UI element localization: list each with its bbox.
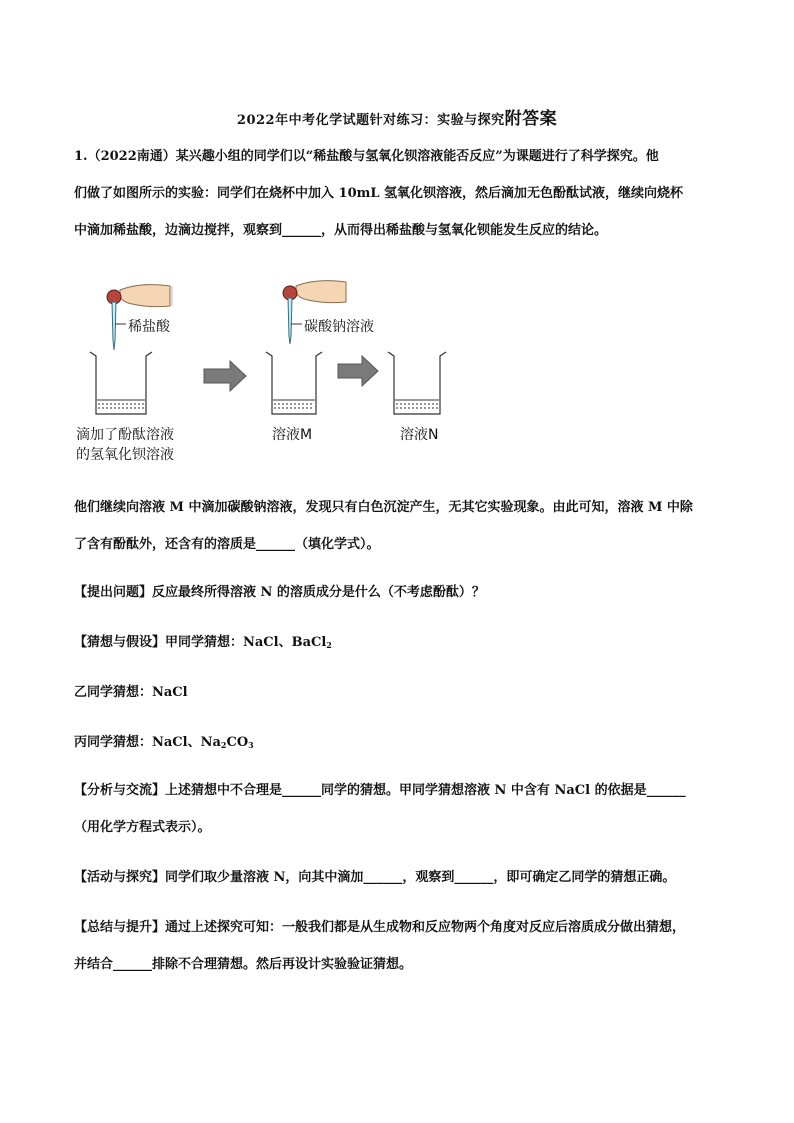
page-title <box>0 104 794 129</box>
beaker-2-label: 溶液M <box>272 427 313 443</box>
question-1-line-3: 中滴加稀盐酸，边滴边搅拌，观察到______，从而得出稀盐酸与氢氧化钡能发生反应的结论。 <box>74 223 608 238</box>
dropper-1-label: 稀盐酸 <box>128 319 170 335</box>
analysis-line-1: 【分析与交流】上述猜想中不合理是______同学的猜想。甲同学猜想溶液 N 中含有 NaCl 的依据是______ <box>74 783 686 798</box>
beaker-1-label-line-1: 滴加了酚酞溶液 <box>76 427 174 443</box>
hypothesis-bing-text: 丙同学猜想：NaCl、Na <box>74 735 221 750</box>
hypothesis-jia <box>74 633 724 655</box>
beaker-1-label-line-2: 的氢氧化钡溶液 <box>76 447 174 463</box>
dropper-2-label: 碳酸钠溶液 <box>304 319 374 335</box>
activity-line: 【活动与探究】同学们取少量溶液 N，向其中滴加______，观察到______，即可确定乙同学的猜想正确。 <box>74 870 676 885</box>
title-suffix: 附答案 <box>504 109 558 129</box>
experiment-diagram <box>70 278 470 468</box>
arrow-right-2 <box>338 356 378 386</box>
hypothesis-jia-subscript: 2 <box>326 640 332 650</box>
paragraph-2-line-2: 了含有酚酞外，还含有的溶质是______（填化学式）。 <box>74 537 380 552</box>
hypothesis-bing-co: CO <box>226 735 249 750</box>
beaker-2 <box>266 352 322 414</box>
hypothesis-bing <box>74 733 724 755</box>
beaker-3 <box>388 352 446 414</box>
question-statement: 【提出问题】反应最终所得溶液 N 的溶质成分是什么（不考虑酚酞）？ <box>74 585 485 600</box>
question-1-line-2: 们做了如图所示的实验：同学们在烧杯中加入 10mL 氢氧化钡溶液，然后滴加无色酚酞试液，继续向烧杯 <box>74 186 684 201</box>
title-main: 2022年中考化学试题针对练习：实验与探究 <box>236 113 505 128</box>
beaker-3-label: 溶液N <box>400 427 439 443</box>
arrow-right-1 <box>204 361 246 391</box>
hypothesis-bing-subscript-2: 3 <box>248 740 254 750</box>
summary-line-2: 并结合______排除不合理猜想。然后再设计实验验证猜想。 <box>74 957 413 972</box>
beaker-1 <box>90 352 152 414</box>
question-1-line-1: 1.（2022南通）某兴趣小组的同学们以“稀盐酸与氢氧化钡溶液能否反应”为课题进行了科学探究。他 <box>74 149 659 164</box>
hypothesis-bing-subscript-1: 2 <box>220 740 227 750</box>
paragraph-2-line-1: 他们继续向溶液 M 中滴加碳酸钠溶液，发现只有白色沉淀产生，无其它实验现象。由此可知，溶液 M 中除 <box>74 500 693 515</box>
summary-line-1: 【总结与提升】通过上述探究可知：一般我们都是从生成物和反应物两个角度对反应后溶质成分做出猜想， <box>74 920 686 935</box>
hypothesis-yi: 乙同学猜想：NaCl <box>74 685 188 700</box>
analysis-line-2: （用化学方程式表示）。 <box>74 820 211 835</box>
hypothesis-jia-text: 【猜想与假设】甲同学猜想：NaCl、BaCl <box>74 635 327 650</box>
